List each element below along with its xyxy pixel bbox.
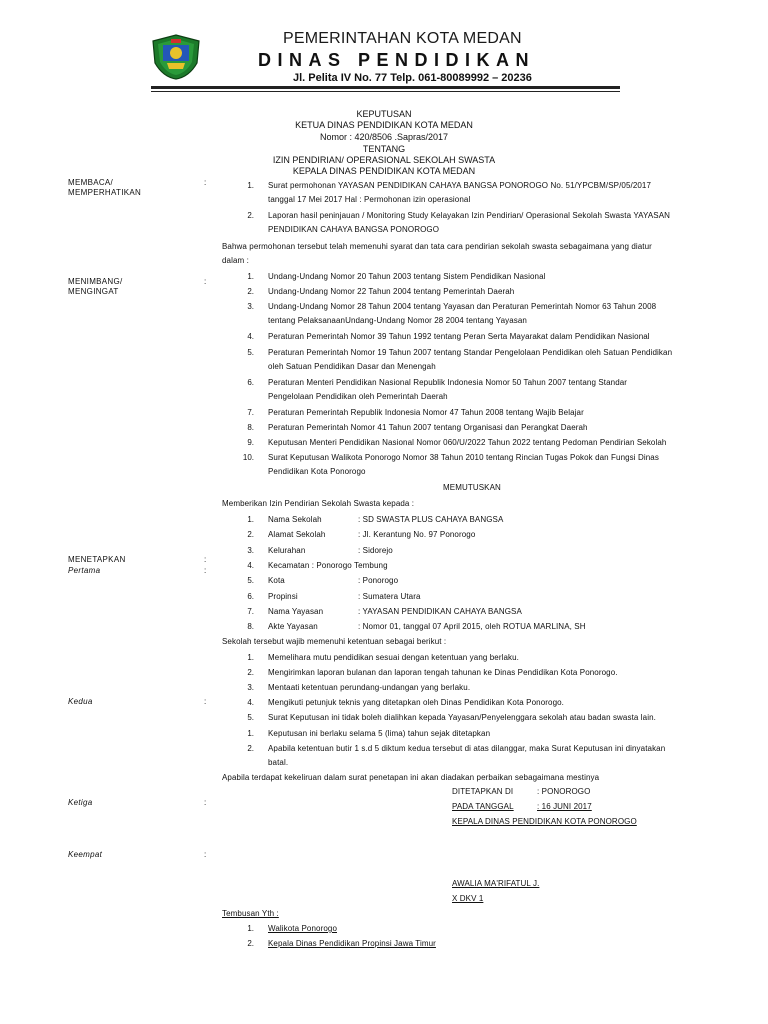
ketentuan-item-4: Mengikuti petunjuk teknis yang ditetapkan oleh Dinas Pendidikan Kota Ponorogo. <box>268 698 564 707</box>
wajib-line: Sekolah tersebut wajib memenuhi ketentuan sebagai berikut : <box>222 637 447 646</box>
tembusan-item-2: Kepala Dinas Pendidikan Propinsi Jawa Timur <box>268 939 436 948</box>
membaca-item-2-l1: Laporan hasil peninjauan / Monitoring Study Kelayakan Izin Pendirian/ Operasional Sekolah Swasta YAYASAN <box>268 211 671 220</box>
identitas-num-5: 5. <box>247 576 254 585</box>
menimbang-item-5-l1: Peraturan Pemerintah Nomor 19 Tahun 2007 tentang Standar Pengelolaan Pendidikan oleh Satuan Pendidikan <box>268 348 673 357</box>
menimbang-item-1: Undang-Undang Nomor 20 Tahun 2003 tentang Sistem Pendidikan Nasional <box>268 272 546 281</box>
menimbang-item-10-l2: Pendidikan Kota Ponorogo <box>268 467 366 476</box>
title-line-1: KEPUTUSAN <box>356 109 412 119</box>
identitas-val-1: : SD SWASTA PLUS CAHAYA BANGSA <box>358 515 504 524</box>
tembusan-item-1: Walikota Ponorogo <box>268 924 337 933</box>
header-address: Jl. Pelita IV No. 77 Telp. 061-80089992 – 20236 <box>293 72 532 84</box>
signatory-code: X DKV 1 <box>452 894 484 903</box>
kedua-item-2-l1: Apabila ketentuan butir 1 s.d 5 diktum kedua tersebut di atas dilanggar, maka Surat Keputusan ini dinyatakan <box>268 744 666 753</box>
identitas-val-2: : Jl. Kerantung No. 97 Ponorogo <box>358 530 476 539</box>
identitas-num-7: 7. <box>247 607 254 616</box>
ketentuan-item-5: Surat Keputusan ini tidak boleh dialihkan kepada Yayasan/Penyelenggara sekolah atau badan swasta lain. <box>268 713 656 722</box>
identitas-val-8: : Nomor 01, tanggal 07 April 2015, oleh ROTUA MARLINA, SH <box>358 622 586 631</box>
menimbang-item-3-l1: Undang-Undang Nomor 28 Tahun 2004 tentang Yayasan dan Peraturan Pemerintah Nomor 63 Tahun 2008 <box>268 302 657 311</box>
menimbang-item-6-l2: Pengelolaan Pendidikan oleh Pemerintah Daerah <box>268 392 448 401</box>
signatory-name: AWALIA MA'RIFATUL J. <box>452 879 540 888</box>
menimbang-item-5-l2: oleh Satuan Pendidikan Dasar dan Menengah <box>268 362 436 371</box>
identitas-key-5: Kota <box>268 576 285 585</box>
apabila-line: Apabila terdapat kekeliruan dalam surat penetapan ini akan diadakan perbaikan sebagaimana mestinya <box>222 773 600 782</box>
menimbang-item-7: Peraturan Pemerintah Republik Indonesia Nomor 47 Tahun 2008 tentang Wajib Belajar <box>268 408 584 417</box>
identitas-num-6: 6. <box>247 592 254 601</box>
tembusan-title: Tembusan Yth : <box>222 909 279 918</box>
label-pertama: Pertama <box>68 566 101 575</box>
title-line-2: KETUA DINAS PENDIDIKAN KOTA MEDAN <box>295 120 473 130</box>
menimbang-item-10-l1: Surat Keputusan Walikota Ponorogo Nomor 38 Tahun 2010 tentang Rincian Tugas Pokok dan Fungsi Dinas <box>268 453 659 462</box>
menimbang-num-9: 9. <box>247 438 254 447</box>
label-membaca: MEMBACA/ MEMPERHATIKAN <box>68 178 142 197</box>
header-government: PEMERINTAHAN KOTA MEDAN <box>283 30 522 47</box>
title-line-4: TENTANG <box>362 144 406 154</box>
membaca-num-2: 2. <box>247 211 254 220</box>
tembusan-num-2: 2. <box>247 939 254 948</box>
header-agency: DINAS PENDIDIKAN <box>258 50 536 70</box>
label-menetapkan: MENETAPKAN <box>68 555 126 564</box>
menimbang-num-10: 10. <box>242 453 254 462</box>
identitas-val-5: : Ponorogo <box>358 576 399 585</box>
menimbang-item-6-l1: Peraturan Menteri Pendidikan Nasional Republik Indonesia Nomor 50 Tahun 2007 tentang Standar <box>268 378 628 387</box>
colon-kedua: : <box>204 697 207 706</box>
kedua-item-2-l2: batal. <box>268 758 289 767</box>
header-rule-thick <box>151 86 620 89</box>
bahwa-line-2: dalam : <box>222 256 249 265</box>
identitas-num-1: 1. <box>247 515 254 524</box>
memberikan-line: Memberikan Izin Pendirian Sekolah Swasta kepada : <box>222 499 415 508</box>
identitas-key-2: Alamat Sekolah <box>268 530 326 539</box>
city-crest-logo <box>149 33 203 81</box>
membaca-item-2-l2: PENDIDIKAN CAHAYA BANGSA PONOROGO <box>268 225 440 234</box>
header-rule-thin <box>151 91 620 92</box>
identitas-key-7: Nama Yayasan <box>268 607 324 616</box>
kedua-num-2: 2. <box>247 744 254 753</box>
colon-ketiga: : <box>204 798 207 807</box>
menimbang-num-7: 7. <box>247 408 254 417</box>
ketentuan-item-1: Memelihara mutu pendidikan sesuai dengan ketentuan yang berlaku. <box>268 653 520 662</box>
tanggal-val: : 16 JUNI 2017 <box>537 802 592 811</box>
memutuskan-heading: MEMUTUSKAN <box>443 483 501 492</box>
membaca-item-1-l2: tanggal 17 Mei 2017 Hal : Permohonan izin operasional <box>268 195 471 204</box>
tanggal-key: PADA TANGGAL <box>452 802 514 811</box>
identitas-key-3: Kelurahan <box>268 546 306 555</box>
identitas-key-4: Kecamatan : Ponorogo Tembung <box>268 561 388 570</box>
menimbang-num-8: 8. <box>247 423 254 432</box>
colon-menetapkan: : <box>204 555 207 564</box>
tembusan-num-1: 1. <box>247 924 254 933</box>
menimbang-num-6: 6. <box>247 378 254 387</box>
membaca-item-1-l1: Surat permohonan YAYASAN PENDIDIKAN CAHAYA BANGSA PONOROGO No. 51/YPCBM/SP/05/2017 <box>268 181 652 190</box>
menimbang-num-5: 5. <box>247 348 254 357</box>
identitas-key-8: Akte Yayasan <box>268 622 318 631</box>
title-line-3: Nomor : 420/8506 .Sapras/2017 <box>319 132 449 142</box>
identitas-val-7: : YAYASAN PENDIDIKAN CAHAYA BANGSA <box>358 607 522 616</box>
title-line-5: IZIN PENDIRIAN/ OPERASIONAL SEKOLAH SWASTA <box>272 155 496 165</box>
menimbang-item-2: Undang-Undang Nomor 22 Tahun 2004 tentang Pemerintah Daerah <box>268 287 515 296</box>
kedua-item-1: Keputusan ini berlaku selama 5 (lima) tahun sejak ditetapkan <box>268 729 491 738</box>
bahwa-line-1: Bahwa permohonan tersebut telah memenuhi syarat dan tata cara pendirian sekolah swasta sebagaimana yang diatur <box>222 242 652 251</box>
identitas-num-8: 8. <box>247 622 254 631</box>
title-line-6: KEPALA DINAS PENDIDIKAN KOTA MEDAN <box>292 166 476 176</box>
identitas-num-4: 4. <box>247 561 254 570</box>
label-menimbang: MENIMBANG/ MENGINGAT <box>68 277 123 296</box>
ketentuan-item-2: Mengirimkan laporan bulanan dan laporan tengah tahunan ke Dinas Pendidikan Kota Ponorogo. <box>268 668 618 677</box>
menimbang-item-9: Keputusan Menteri Pendidikan Nasional Nomor 060/U/2022 Tahun 2022 tentang Pedoman Pendirian Sekolah <box>268 438 667 447</box>
identitas-val-6: : Sumatera Utara <box>358 592 421 601</box>
colon-menimbang: : <box>204 277 207 286</box>
colon-membaca: : <box>204 178 207 187</box>
menimbang-item-4: Peraturan Pemerintah Nomor 39 Tahun 1992 tentang Peran Serta Mayarakat dalam Pendidikan Nasional <box>268 332 650 341</box>
menimbang-item-3-l2: tentang PelaksanaanUndang-Undang Nomor 28 2004 tentang Yayasan <box>268 316 527 325</box>
identitas-num-3: 3. <box>247 546 254 555</box>
ketentuan-num-2: 2. <box>247 668 254 677</box>
ditetapkan-val: : PONOROGO <box>537 787 591 796</box>
ketentuan-num-4: 4. <box>247 698 254 707</box>
label-keempat: Keempat <box>68 850 103 859</box>
kedua-num-1: 1. <box>247 729 254 738</box>
menimbang-num-4: 4. <box>247 332 254 341</box>
ditetapkan-key: DITETAPKAN DI <box>452 787 514 796</box>
label-kedua: Kedua <box>68 697 93 706</box>
identitas-num-2: 2. <box>247 530 254 539</box>
identitas-key-1: Nama Sekolah <box>268 515 322 524</box>
label-ketiga: Ketiga <box>68 798 93 807</box>
ketentuan-num-5: 5. <box>247 713 254 722</box>
menimbang-num-3: 3. <box>247 302 254 311</box>
ketentuan-num-1: 1. <box>247 653 254 662</box>
identitas-key-6: Propinsi <box>268 592 298 601</box>
colon-pertama: : <box>204 566 207 575</box>
membaca-num-1: 1. <box>247 181 254 190</box>
ketentuan-item-3: Mentaati ketentuan perundang-undangan yang berlaku. <box>268 683 471 692</box>
colon-keempat: : <box>204 850 207 859</box>
menimbang-num-2: 2. <box>247 287 254 296</box>
jabatan-line: KEPALA DINAS PENDIDIKAN KOTA PONOROGO <box>452 817 637 826</box>
ketentuan-num-3: 3. <box>247 683 254 692</box>
identitas-val-3: : Sidorejo <box>358 546 393 555</box>
menimbang-item-8: Peraturan Pemerintah Nomor 41 Tahun 2007 tentang Organisasi dan Perangkat Daerah <box>268 423 588 432</box>
menimbang-num-1: 1. <box>247 272 254 281</box>
